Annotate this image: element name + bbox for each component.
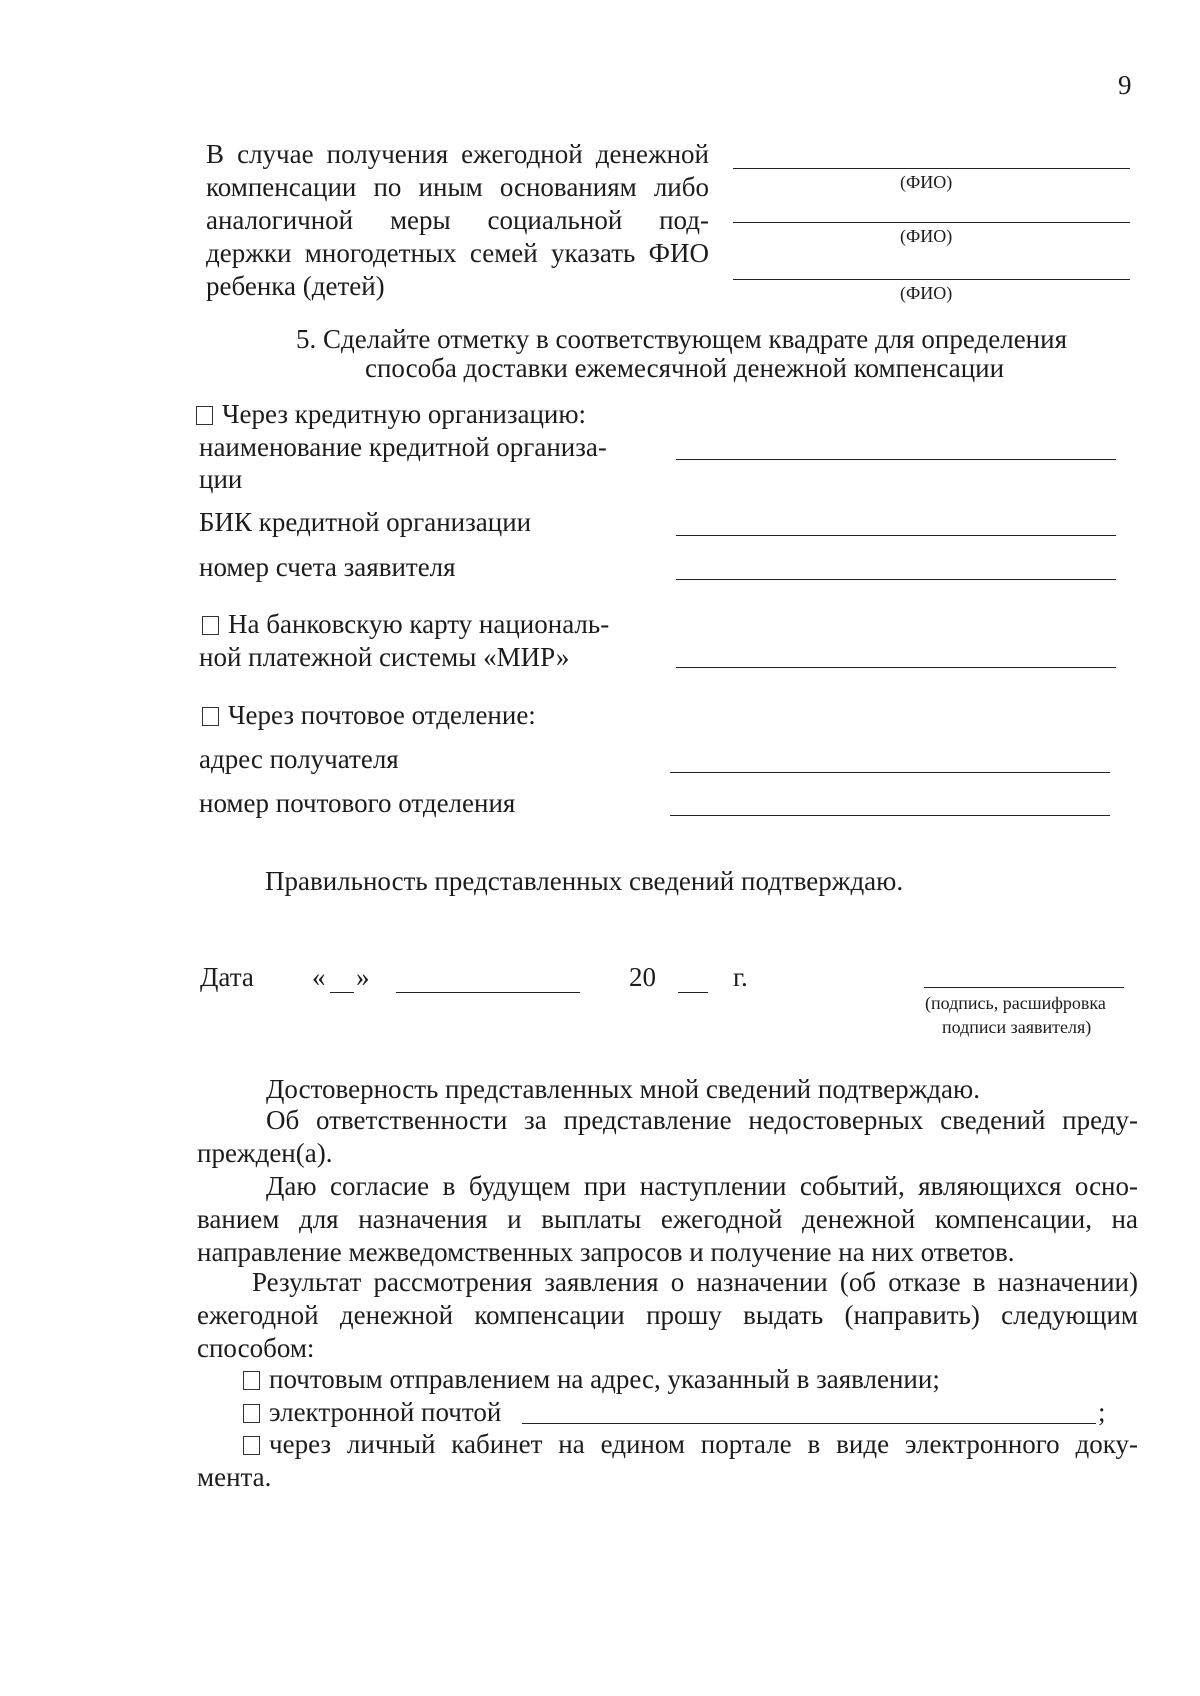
result-portal-line: [197, 1428, 1138, 1461]
address-field[interactable]: [670, 772, 1110, 773]
bank-checkbox[interactable]: [196, 406, 213, 425]
result-option-portal: [197, 1428, 1138, 1494]
fio-line[interactable]: [733, 222, 1130, 223]
signature-field[interactable]: [924, 987, 1124, 988]
bank-name-label-2: ции: [199, 464, 243, 494]
fio-caption: (ФИО): [900, 172, 953, 192]
reliability-text: Достоверность представленных мной сведений подтверждаю.: [266, 1074, 980, 1104]
fio-line[interactable]: [733, 279, 1130, 280]
date-day-close-quote: »: [356, 962, 370, 992]
signature-caption-1: (подпись, расшифровка: [925, 993, 1106, 1013]
consent-line: ванием для назначения и выплаты ежегодной денежной компенсации, на: [197, 1204, 1138, 1234]
responsibility-block: [197, 1104, 1138, 1170]
fio-line[interactable]: [733, 168, 1130, 169]
result-option-post: [243, 1362, 940, 1396]
result-post-label: почтовым отправлением на адрес, указанный в заявлении;: [269, 1364, 940, 1394]
account-label: номер счета заявителя: [199, 552, 456, 582]
responsibility-line: прежден(а).: [197, 1138, 333, 1168]
compensation-line: компенсации по иным основаниям либо: [206, 172, 709, 202]
compensation-text: [206, 138, 709, 303]
result-email-field[interactable]: [522, 1423, 1096, 1424]
consent-line: направление межведомственных запросов и получение на них ответов.: [197, 1237, 1015, 1267]
result-portal-checkbox[interactable]: [243, 1436, 260, 1455]
date-day-open-quote: «: [312, 962, 326, 992]
consent-block: [197, 1170, 1138, 1269]
mir-option-label-2: ной платежной системы «МИР»: [199, 642, 570, 672]
section5-heading-line1: 5. Сделайте отметку в соответствующем квадрате для определения: [296, 324, 1067, 354]
fio-caption: (ФИО): [900, 226, 953, 246]
bank-name-field[interactable]: [676, 459, 1116, 460]
result-post-checkbox[interactable]: [243, 1371, 260, 1390]
result-line: способом:: [197, 1333, 315, 1363]
date-month-field[interactable]: [396, 992, 580, 993]
mir-checkbox[interactable]: [202, 616, 219, 635]
responsibility-line: Об ответственности за представление недостоверных сведений преду-: [266, 1105, 1138, 1135]
bik-field[interactable]: [676, 535, 1116, 536]
mir-option: [202, 607, 609, 641]
post-checkbox[interactable]: [202, 707, 219, 726]
bik-label: БИК кредитной организации: [199, 507, 532, 537]
account-field[interactable]: [676, 579, 1116, 580]
post-option: [202, 698, 536, 732]
date-year-field[interactable]: [678, 992, 708, 993]
result-portal-line-2: мента.: [197, 1462, 272, 1492]
bank-option: [196, 397, 586, 431]
bank-option-label: Через кредитную организацию:: [222, 399, 587, 429]
post-option-label: Через почтовое отделение:: [228, 700, 536, 730]
post-office-field[interactable]: [670, 815, 1110, 816]
result-portal-label: через личный кабинет на едином портале в виде электронного доку-: [269, 1429, 1138, 1459]
post-office-label: номер почтового отделения: [199, 788, 516, 818]
date-year-prefix: 20: [629, 962, 656, 992]
compensation-line: ребенка (детей): [206, 271, 385, 301]
compensation-line: В случае получения ежегодной денежной: [206, 139, 709, 169]
date-year-suffix: г.: [733, 962, 748, 992]
result-email-semicolon: ;: [1098, 1397, 1106, 1427]
compensation-line: аналогичной меры социальной под-: [206, 205, 709, 235]
date-day-field[interactable]: [330, 992, 354, 993]
result-email-label: электронной почтой: [269, 1397, 502, 1427]
result-line: Результат рассмотрения заявления о назначении (об отказе в назначении): [252, 1267, 1138, 1297]
section5-heading-line2: способа доставки ежемесячной денежной компенсации: [365, 353, 1005, 383]
date-label: Дата: [200, 962, 254, 992]
confirm-text: Правильность представленных сведений подтверждаю.: [265, 866, 904, 896]
mir-option-label: На банковскую карту националь-: [228, 609, 610, 639]
result-option-email: [243, 1395, 501, 1429]
compensation-line: держки многодетных семей указать ФИО: [206, 238, 709, 268]
address-label: адрес получателя: [199, 744, 399, 774]
bank-name-label-1: наименование кредитной организа-: [199, 432, 607, 462]
result-block: [197, 1266, 1138, 1365]
consent-line: Даю согласие в будущем при наступлении событий, являющихся осно-: [266, 1171, 1138, 1201]
mir-field[interactable]: [676, 667, 1116, 668]
page-number: 9: [1118, 70, 1132, 100]
result-email-checkbox[interactable]: [243, 1404, 260, 1423]
result-line: ежегодной денежной компенсации прошу выдать (направить) следующим: [197, 1300, 1138, 1330]
fio-caption: (ФИО): [900, 283, 953, 303]
signature-caption-2: подписи заявителя): [942, 1017, 1092, 1037]
